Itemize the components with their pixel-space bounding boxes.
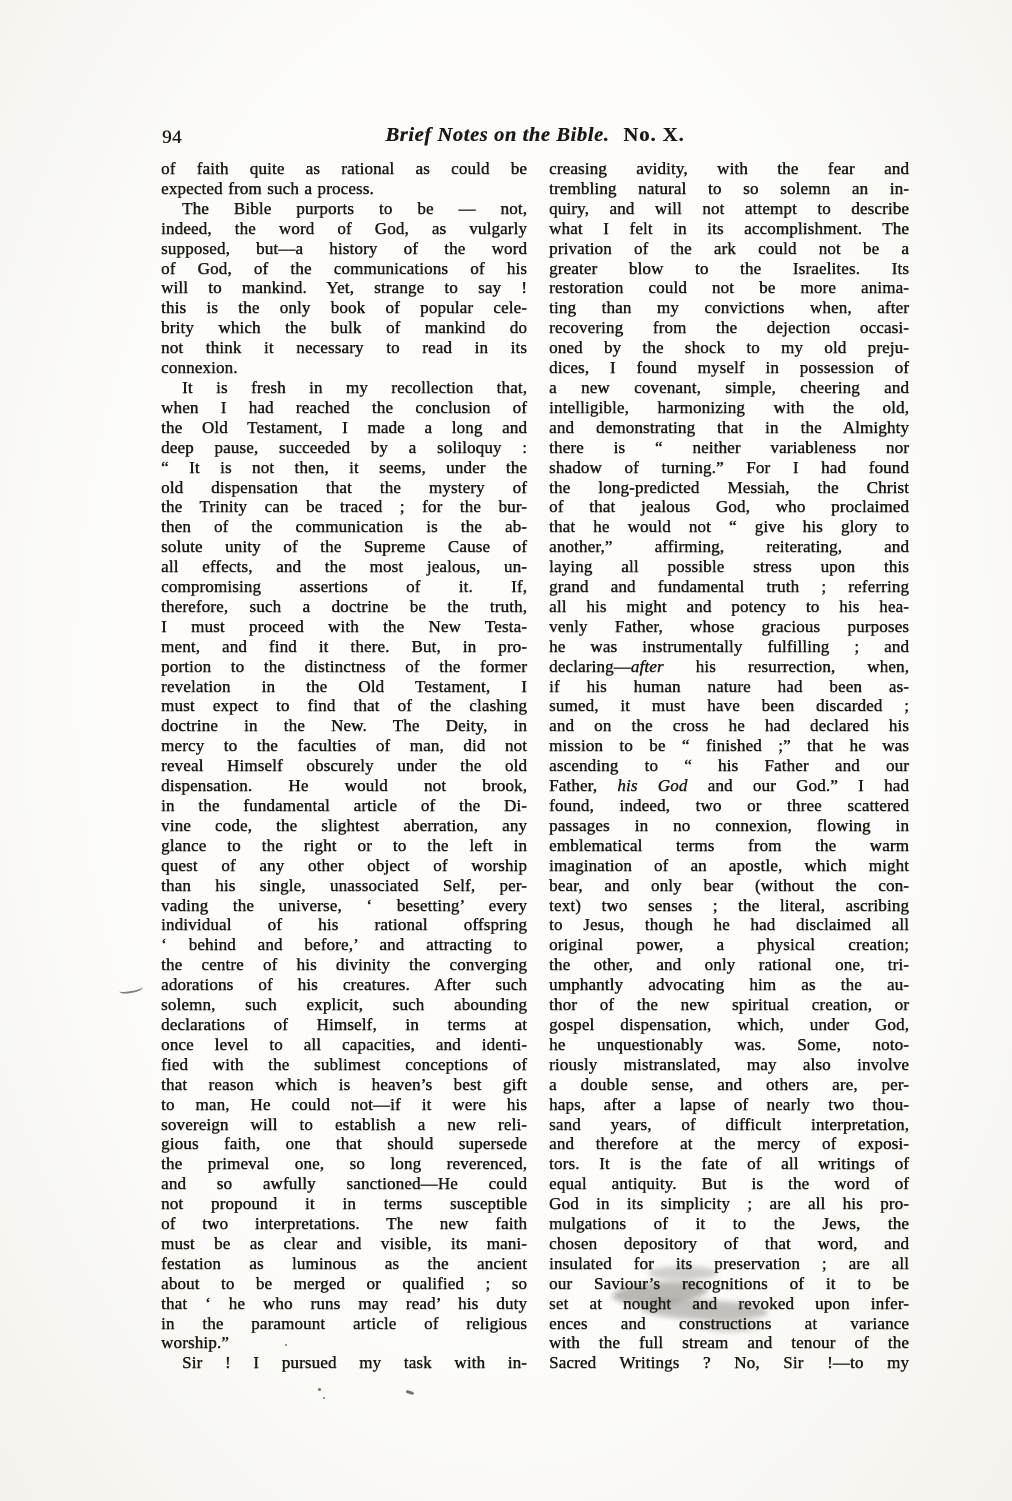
text-line: not think it necessary to read in its xyxy=(161,338,527,358)
text-line: the Old Testament, I made a long and xyxy=(161,417,527,437)
paper-speck xyxy=(323,1397,325,1399)
text-line: adorations of his creatures. After such xyxy=(161,975,527,995)
text-line: recovering from the dejection occasi- xyxy=(549,318,909,338)
text-line: worship.” xyxy=(161,1333,229,1353)
text-line: sand years, of difficult interpretation, xyxy=(549,1114,909,1134)
text-line: glance to the right or to the left in xyxy=(161,835,527,855)
text-line: umphantly advocating him as the au- xyxy=(549,975,909,995)
text-line: festation as luminous as the ancient xyxy=(161,1253,527,1273)
text-line: the centre of his divinity the converging xyxy=(161,955,527,975)
text-line: restoration could not be more anima- xyxy=(549,278,909,298)
text-line: our Saviour’s recognitions of it to be xyxy=(549,1273,909,1293)
text-line: dices, I found myself in possession of xyxy=(549,358,909,378)
running-title xyxy=(162,124,908,147)
text-line: connexion. xyxy=(161,358,238,378)
text-line: of that jealous God, who proclaimed xyxy=(549,497,909,517)
text-line: of two interpretations. The new faith xyxy=(161,1214,527,1234)
left-text-column xyxy=(161,159,527,1373)
text-line: not propound it in terms susceptible xyxy=(161,1194,527,1214)
text-line: declaring—after his resurrection, when, xyxy=(549,656,909,676)
text-line: deep pause, succeeded by a soliloquy : xyxy=(161,437,527,457)
text-line: insulated for its preservation ; are all xyxy=(549,1253,909,1273)
text-line: set at nought and revoked upon infer- xyxy=(549,1293,909,1313)
text-line: compromising assertions of it. If, xyxy=(161,577,527,597)
text-line: all effects, and the most jealous, un- xyxy=(161,557,527,577)
text-line: about to be merged or qualified ; so xyxy=(161,1273,527,1293)
text-line: ‘ behind and before,’ and attracting to xyxy=(161,935,527,955)
text-line: mulgations of it to the Jews, the xyxy=(549,1214,909,1234)
text-line: creasing avidity, with the fear and xyxy=(549,159,909,178)
text-line: “ It is not then, it seems, under the xyxy=(161,457,527,477)
text-line: It is fresh in my recollection that, xyxy=(182,377,527,397)
text-line: privation of the ark could not be a xyxy=(549,238,909,258)
text-line: of God, of the communications of his xyxy=(161,258,527,278)
text-line: sovereign will to establish a new reli- xyxy=(161,1114,527,1134)
text-line: chosen depository of that word, and xyxy=(549,1233,909,1253)
text-line: ment, and find it there. But, in pro- xyxy=(161,636,527,656)
text-line: bear, and only bear (without the con- xyxy=(549,875,909,895)
running-title-text: Brief Notes on the Bible. xyxy=(385,124,610,146)
page-number: 94 xyxy=(162,127,182,148)
text-line: old dispensation that the mystery of xyxy=(161,477,527,497)
text-line: then of the communication is the ab- xyxy=(161,517,527,537)
text-line: emblematical terms from the warm xyxy=(549,835,909,855)
text-line: than his single, unassociated Self, per- xyxy=(161,875,527,895)
text-line: the long-predicted Messiah, the Christ xyxy=(549,477,909,497)
text-line: Sir ! I pursued my task with in- xyxy=(182,1353,527,1373)
text-line: found, indeed, two or three scattered xyxy=(549,796,909,815)
text-line: a double sense, and others are, per- xyxy=(549,1074,909,1094)
text-line: expected from such a process. xyxy=(161,178,374,198)
text-line: quest of any other object of worship xyxy=(161,855,527,875)
margin-pencil-mark xyxy=(118,982,143,995)
text-line: laying all possible stress upon this xyxy=(549,557,909,577)
text-line: another,” affirming, reiterating, and xyxy=(549,537,909,557)
paper-speck xyxy=(285,1344,287,1346)
paper-speck xyxy=(406,1390,414,1395)
text-line: gious faith, one that should supersede xyxy=(161,1134,527,1154)
text-line: revelation in the Old Testament, I xyxy=(161,676,527,696)
text-line: and so awfully sanctioned—He could xyxy=(161,1174,527,1194)
text-line: passages in no connexion, flowing in xyxy=(549,815,909,835)
text-line: will to mankind. Yet, strange to say ! xyxy=(161,278,527,298)
text-line: supposed, but—a history of the word xyxy=(161,238,527,258)
text-line: ascending to “ his Father and our xyxy=(549,756,909,776)
text-line: must be as clear and visible, its mani- xyxy=(161,1233,527,1253)
text-line: and therefore at the mercy of exposi- xyxy=(549,1134,909,1154)
text-line: to Jesus, though he had disclaimed all xyxy=(549,915,909,935)
text-line: mission to be “ finished ;” that he was xyxy=(549,736,909,756)
text-line: portion to the distinctness of the former xyxy=(161,656,527,676)
text-line: grand and fundamental truth ; referring xyxy=(549,577,909,597)
text-line: vine code, the slightest aberration, any xyxy=(161,815,527,835)
text-line: he unquestionably was. Some, noto- xyxy=(549,1034,909,1054)
text-line: he was instrumentally fulfilling ; and xyxy=(549,636,909,656)
text-line: the primeval one, so long reverenced, xyxy=(161,1154,527,1174)
text-line: God in its simplicity ; are all his pro- xyxy=(549,1194,909,1214)
text-line: text) two senses ; the literal, ascribing xyxy=(549,895,909,915)
text-line: this is the only book of popular cele- xyxy=(161,298,527,318)
text-line: intelligible, harmonizing with the old, xyxy=(549,397,909,417)
text-line: in the paramount article of religious xyxy=(161,1313,527,1333)
text-line: gospel dispensation, which, under God, xyxy=(549,1014,909,1034)
text-line: individual of his rational offspring xyxy=(161,915,527,935)
text-line: shadow of turning.” For I had found xyxy=(549,457,909,477)
text-line: ences and constructions at variance xyxy=(549,1313,909,1333)
text-line: declarations of Himself, in terms at xyxy=(161,1014,527,1034)
right-text-column xyxy=(549,159,909,1373)
text-line: of faith quite as rational as could be xyxy=(161,159,527,178)
text-line: what I felt in its accomplishment. The xyxy=(549,218,909,238)
text-line: Sacred Writings ? No, Sir !—to my xyxy=(549,1353,909,1373)
text-line: original power, a physical creation; xyxy=(549,935,909,955)
text-line: in the fundamental article of the Di- xyxy=(161,796,527,815)
text-line: oned by the shock to my old preju- xyxy=(549,338,909,358)
text-line: venly Father, whose gracious purposes xyxy=(549,616,909,636)
text-line: tors. It is the fate of all writings of xyxy=(549,1154,909,1174)
page-header xyxy=(162,124,908,150)
text-line: reveal Himself obscurely under the old xyxy=(161,756,527,776)
text-line: greater blow to the Israelites. Its xyxy=(549,258,909,278)
text-line: solute unity of the Supreme Cause of xyxy=(161,537,527,557)
text-line: doctrine in the New. The Deity, in xyxy=(161,716,527,736)
text-line: solemn, such explicit, such abounding xyxy=(161,995,527,1015)
text-line: imagination of an apostle, which might xyxy=(549,855,909,875)
text-line: brity which the bulk of mankind do xyxy=(161,318,527,338)
text-line: there is “ neither variableness nor xyxy=(549,437,909,457)
text-line: once level to all capacities, and identi- xyxy=(161,1034,527,1054)
running-title-issue: No. X. xyxy=(623,124,685,146)
text-line: the Trinity can be traced ; for the bur- xyxy=(161,497,527,517)
text-line: and demonstrating that in the Almighty xyxy=(549,417,909,437)
text-line: when I had reached the conclusion of xyxy=(161,397,527,417)
text-line: vading the universe, ‘ besetting’ every xyxy=(161,895,527,915)
text-line: I must proceed with the New Testa- xyxy=(161,616,527,636)
text-line: mercy to the faculties of man, did not xyxy=(161,736,527,756)
text-line: a new covenant, simple, cheering and xyxy=(549,377,909,397)
text-line: must expect to find that of the clashing xyxy=(161,696,527,716)
text-line: therefore, such a doctrine be the truth, xyxy=(161,596,527,616)
text-line: thor of the new spiritual creation, or xyxy=(549,995,909,1015)
text-line: fied with the sublimest conceptions of xyxy=(161,1054,527,1074)
text-line: dispensation. He would not brook, xyxy=(161,776,527,796)
text-line: to man, He could not—if it were his xyxy=(161,1094,527,1114)
text-line: riously mistranslated, may also involve xyxy=(549,1054,909,1074)
text-line: The Bible purports to be — not, xyxy=(182,198,527,218)
text-line: and on the cross he had declared his xyxy=(549,716,909,736)
text-line: equal antiquity. But is the word of xyxy=(549,1174,909,1194)
text-line: ting than my convictions when, after xyxy=(549,298,909,318)
text-line: Father, his God and our God.” I had xyxy=(549,776,909,796)
text-line: all his might and potency to his hea- xyxy=(549,596,909,616)
text-line: quiry, and will not attempt to describe xyxy=(549,198,909,218)
text-line: trembling natural to so solemn an in- xyxy=(549,178,909,198)
paper-speck xyxy=(318,1388,321,1391)
text-line: if his human nature had been as- xyxy=(549,676,909,696)
text-line: that reason which is heaven’s best gift xyxy=(161,1074,527,1094)
text-line: with the full stream and tenour of the xyxy=(549,1333,909,1353)
text-line: indeed, the word of God, as vulgarly xyxy=(161,218,527,238)
text-line: that he would not “ give his glory to xyxy=(549,517,909,537)
text-line: haps, after a lapse of nearly two thou- xyxy=(549,1094,909,1114)
text-line: that ‘ he who runs may read’ his duty xyxy=(161,1293,527,1313)
text-line: sumed, it must have been discarded ; xyxy=(549,696,909,716)
text-line: the other, and only rational one, tri- xyxy=(549,955,909,975)
